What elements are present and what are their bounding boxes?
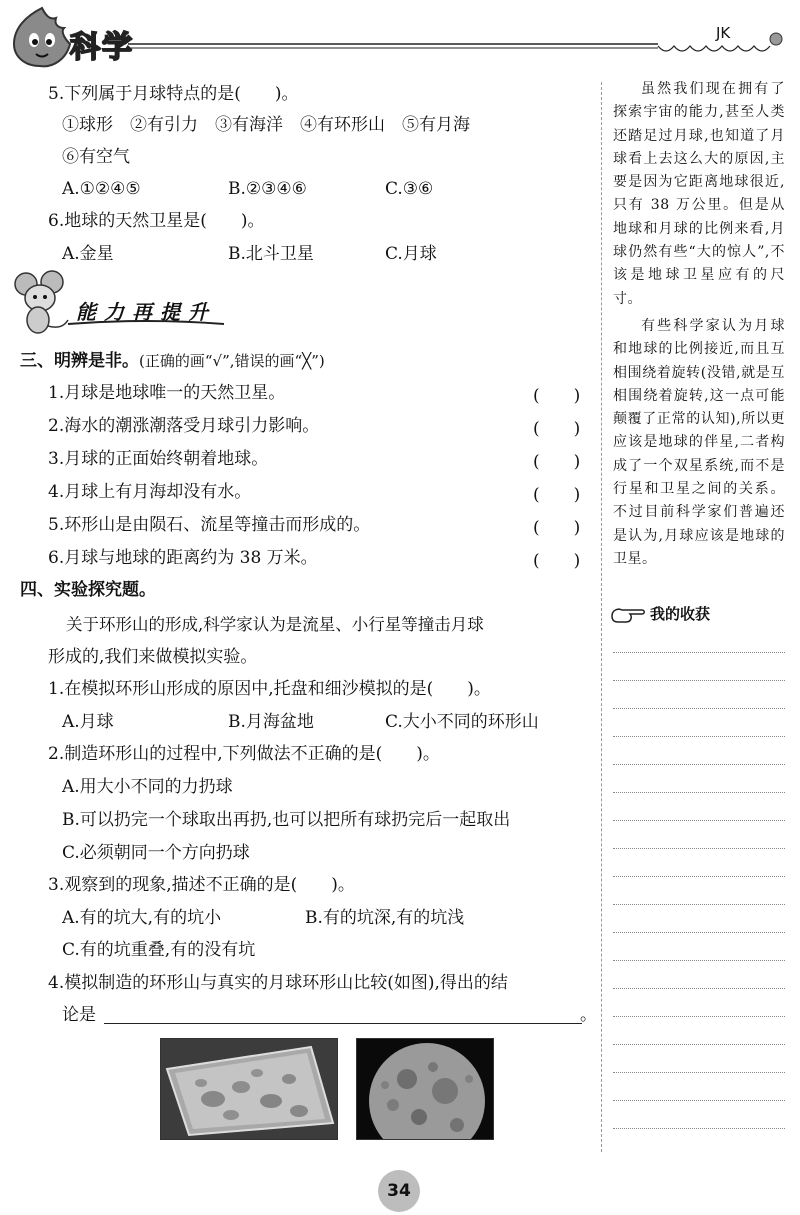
p4-q2-option-a[interactable]: A.用大小不同的力扔球	[62, 777, 233, 797]
p4-q2-option-c[interactable]: C.必须朝同一个方向扔球	[62, 843, 250, 863]
notes-line[interactable]	[613, 932, 785, 933]
p4-q1-option-b[interactable]: B.月海盆地	[228, 712, 314, 732]
notes-line[interactable]	[613, 1072, 785, 1073]
notes-line[interactable]	[613, 988, 785, 989]
p4-q2-stem: 2.制造环形山的过程中,下列做法不正确的是( )。	[48, 744, 440, 764]
part3-item-3: 3.月球的正面始终朝着地球。	[48, 449, 269, 469]
answer-paren-5[interactable]: ( )	[533, 518, 581, 538]
q5-stem: 5.下列属于月球特点的是( )。	[48, 84, 299, 104]
p4-q1-option-c[interactable]: C.大小不同的环形山	[385, 712, 539, 732]
p4-q3-option-a[interactable]: A.有的坑大,有的坑小	[62, 908, 222, 928]
notes-line[interactable]	[613, 876, 785, 877]
notes-line[interactable]	[613, 820, 785, 821]
part3-title-row	[20, 349, 325, 373]
p4-q4-stem-line1: 4.模拟制造的环形山与真实的月球环形山比较(如图),得出的结	[48, 973, 508, 993]
page-number-badge	[378, 1170, 420, 1212]
part3-item-1: 1.月球是地球唯一的天然卫星。	[48, 383, 286, 403]
q6-option-c[interactable]: C.月球	[385, 244, 437, 264]
notes-line[interactable]	[613, 680, 785, 681]
part3-item-5: 5.环形山是由陨石、流星等撞击而形成的。	[48, 515, 371, 535]
part3-title: 三、明辨是非。	[20, 351, 139, 371]
notes-line[interactable]	[613, 1016, 785, 1017]
notes-line[interactable]	[613, 904, 785, 905]
moon-crater-photo	[356, 1038, 494, 1140]
answer-paren-4[interactable]: ( )	[533, 485, 581, 505]
notes-line[interactable]	[613, 960, 785, 961]
p4-q3-option-c[interactable]: C.有的坑重叠,有的没有坑	[62, 940, 256, 960]
part3-item-4: 4.月球上有月海却没有水。	[48, 482, 252, 502]
part4-intro-line2: 形成的,我们来做模拟实验。	[48, 647, 258, 667]
notes-line[interactable]	[613, 736, 785, 737]
p4-q4-suffix: 。	[580, 1005, 597, 1025]
sidebar-divider	[601, 82, 602, 1152]
p4-q4-prefix: 论是	[62, 1005, 96, 1025]
p4-q1-stem: 1.在模拟环形山形成的原因中,托盘和细沙模拟的是( )。	[48, 679, 491, 699]
p4-q1-option-a[interactable]: A.月球	[62, 712, 114, 732]
answer-paren-2[interactable]: ( )	[533, 419, 581, 439]
p4-q3-stem: 3.观察到的现象,描述不正确的是( )。	[48, 875, 355, 895]
notes-line[interactable]	[613, 848, 785, 849]
q5-option-a[interactable]: A.①②④⑤	[62, 179, 141, 199]
edition-label: JK	[716, 24, 731, 42]
q6-stem: 6.地球的天然卫星是( )。	[48, 211, 265, 231]
page-number: 34	[387, 1181, 411, 1201]
part4-title: 四、实验探究题。	[20, 580, 156, 600]
sidebar-para-2: 有些科学家认为月球和地球的比例接近,而且互相围绕着旋转(没错,就是互相围绕着旋转,这一点可能颠覆了正常的认知),所以更应该是地球的伴星,二者构成了一个双星系统,而不是行星和卫星之间的关系。不过目前科学家们普遍还是认为,月球应该是地球的卫星。	[613, 318, 785, 567]
subject-title: 科学	[70, 30, 134, 65]
mouse-mascot	[10, 270, 72, 336]
harvest-label: 我的收获	[650, 605, 711, 623]
q6-option-b[interactable]: B.北斗卫星	[228, 244, 314, 264]
notes-line[interactable]	[613, 764, 785, 765]
section-banner: 能力再提升	[76, 300, 216, 324]
q5-option-b[interactable]: B.②③④⑥	[228, 179, 307, 199]
q5-options-line1: ①球形 ②有引力 ③有海洋 ④有环形山 ⑤有月海	[62, 115, 470, 135]
pointing-hand-icon	[608, 602, 648, 626]
answer-paren-3[interactable]: ( )	[533, 452, 581, 472]
part4-intro-line1: 关于环形山的形成,科学家认为是流星、小行星等撞击月球	[66, 615, 484, 634]
notes-line[interactable]	[613, 1044, 785, 1045]
q5-options-line2: ⑥有空气	[62, 147, 130, 167]
notes-line[interactable]	[613, 792, 785, 793]
notes-line[interactable]	[613, 652, 785, 653]
part3-item-2: 2.海水的潮涨潮落受月球引力影响。	[48, 416, 320, 436]
banner-underline	[66, 318, 226, 330]
q6-option-a[interactable]: A.金星	[62, 244, 114, 264]
p4-q2-option-b[interactable]: B.可以扔完一个球取出再扔,也可以把所有球扔完后一起取出	[62, 810, 511, 830]
simulated-crater-photo	[160, 1038, 338, 1140]
header-rule	[128, 30, 793, 60]
mascot-logo	[6, 4, 78, 70]
sidebar-para-1: 虽然我们现在拥有了探索宇宙的能力,甚至人类还踏足过月球,也知道了月球看上去这么大的原因,主要是因为它距离地球很近,只有 38 万公里。但是从地球和月球的比例来看,月球仍然有些“大的惊人”,不该是地球卫星应有的尺寸。	[613, 81, 785, 307]
q5-option-c[interactable]: C.③⑥	[385, 179, 434, 199]
notes-line[interactable]	[613, 1100, 785, 1101]
conclusion-answer-line[interactable]	[104, 1023, 582, 1024]
answer-paren-1[interactable]: ( )	[533, 386, 581, 406]
part3-note: (正确的画“√”,错误的画“╳”)	[139, 352, 325, 370]
answer-paren-6[interactable]: ( )	[533, 551, 581, 571]
part3-item-6: 6.月球与地球的距离约为 38 万米。	[48, 548, 318, 568]
notes-line[interactable]	[613, 708, 785, 709]
p4-q3-option-b[interactable]: B.有的坑深,有的坑浅	[305, 908, 465, 928]
notes-line[interactable]	[613, 1128, 785, 1129]
